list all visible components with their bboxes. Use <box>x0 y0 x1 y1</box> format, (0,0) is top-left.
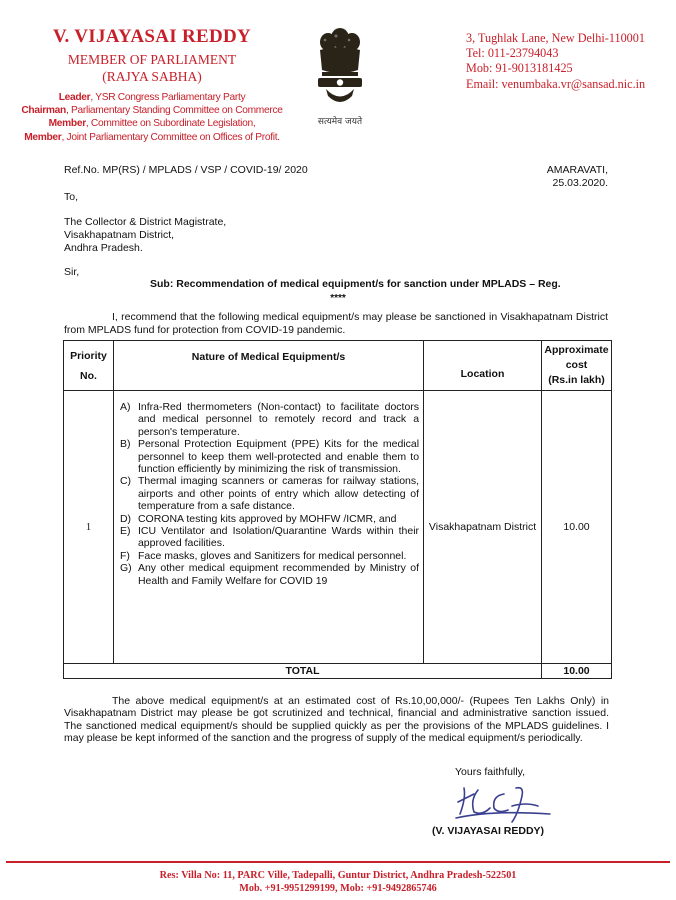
mp-roles <box>6 91 298 144</box>
state-emblem <box>300 24 380 127</box>
reference-number: Ref.No. MP(RS) / MPLADS / VSP / COVID-19/ 2020 <box>64 164 308 176</box>
role-line: Member, Joint Parliamentary Committee on Offices of Profit. <box>24 131 280 143</box>
footer-divider <box>6 861 670 863</box>
residence-address: Res: Villa No: 11, PARC Ville, Tadepalli, Guntur District, Andhra Pradesh-522501 <box>159 870 517 881</box>
cell-equipment-list <box>113 391 423 664</box>
table-header-row <box>64 341 612 391</box>
header-cost: Approximate cost (Rs.in lakh) <box>542 341 612 391</box>
letterhead-left <box>6 26 298 144</box>
role-line: Member, Committee on Subordinate Legislation, <box>48 118 256 130</box>
lion-capital-icon <box>308 24 372 112</box>
mp-house: (RAJYA SABHA) <box>102 69 202 84</box>
header-nature: Nature of Medical Equipment/s <box>113 341 423 391</box>
list-item: F) Face masks, gloves and Sanitizers for medical personnel. <box>119 549 407 562</box>
subject-line: Sub: Recommendation of medical equipment/s for sanction under MPLADS – Reg. <box>150 278 561 290</box>
list-item: C) Thermal imaging scanners or cameras for railway stations, airports and other points of entry which allow detecting of temperature from a safe distance. <box>119 475 420 513</box>
recipient-line: Andhra Pradesh. <box>64 242 143 254</box>
letter-date: 25.03.2020. <box>552 177 608 189</box>
letterhead-right <box>466 31 645 92</box>
role-line: Chairman, Parliamentary Standing Committee on Commerce <box>21 105 283 117</box>
cell-location: Visakhapatnam District <box>424 391 542 664</box>
table-row <box>64 391 612 664</box>
role-line: Leader, YSR Congress Parliamentary Party <box>58 92 246 103</box>
list-item: E) ICU Ventilator and Isolation/Quarantine Wards within their approved facilities. <box>119 525 420 550</box>
residence-phones: Mob. +91-9951299199, Mob: +91-9492865746 <box>239 883 437 894</box>
total-label: TOTAL <box>64 664 542 679</box>
header-priority: Priority No. <box>64 341 114 391</box>
equipment-table <box>63 340 612 679</box>
signature-image <box>452 780 562 824</box>
office-mobile: Mob: 91-9013181425 <box>466 61 573 76</box>
salutation: Sir, <box>64 266 80 278</box>
emblem-motto: सत्यमेव जयते <box>317 117 363 127</box>
office-email: Email: venumbaka.vr@sansad.nic.in <box>466 76 646 91</box>
separator-stars: **** <box>330 293 346 304</box>
list-item: A) Infra-Red thermometers (Non-contact) to facilitate doctors and medical personnel to remotely record and track a person's temperature. <box>119 401 420 438</box>
cell-priority: 1 <box>64 391 114 664</box>
office-tel: Tel: 011-23794043 <box>466 46 559 61</box>
signatory-name: (V. VIJAYASAI REDDY) <box>432 825 545 837</box>
recipient-line: Visakhapatnam District, <box>64 229 175 241</box>
footer-address <box>0 869 676 895</box>
to-label: To, <box>64 191 79 203</box>
list-item: B) Personal Protection Equipment (PPE) Kits for the medical personnel to keep them well-protected and enable them to function efficiently by minimizing the risk of transmission. <box>119 438 420 476</box>
mp-name: V. VIJAYASAI REDDY <box>52 26 252 47</box>
intro-paragraph: I, recommend that the following medical equipment/s may please be sanctioned in Visakhapatnam District from MPLADS fund for protection from COVID-19 pandemic. <box>64 311 608 336</box>
place-date <box>540 164 608 190</box>
yours-faithfully: Yours faithfully, <box>455 766 526 778</box>
total-value: 10.00 <box>542 664 612 679</box>
header-location: Location <box>424 341 542 391</box>
recipient-address <box>64 216 226 255</box>
closing-paragraph: The above medical equipment/s at an estimated cost of Rs.10,00,000/- (Rupees Ten Lakhs Only) in Visakhapatnam District may please be got scrutinized and technical, financial and administrative sanction issued. The sanctioned medical equipment/s should be supplied quickly as per the provisions of the MPLADS guidelines. I may please be kept informed of the sanction and the progress of supply of the medical equipment/s periodically. <box>64 695 609 745</box>
cell-cost: 10.00 <box>542 391 612 664</box>
list-item: G) Any other medical equipment recommended by Ministry of Health and Family Welfare for COVID 19 <box>119 562 420 587</box>
list-item: D) CORONA testing kits approved by MOHFW /ICMR, and <box>119 512 397 525</box>
recipient-line: The Collector & District Magistrate, <box>64 216 227 228</box>
mp-title: MEMBER OF PARLIAMENT <box>67 52 237 67</box>
total-row <box>64 664 612 679</box>
office-address: 3, Tughlak Lane, New Delhi-110001 <box>466 31 645 45</box>
letter-place: AMARAVATI, <box>546 164 608 176</box>
